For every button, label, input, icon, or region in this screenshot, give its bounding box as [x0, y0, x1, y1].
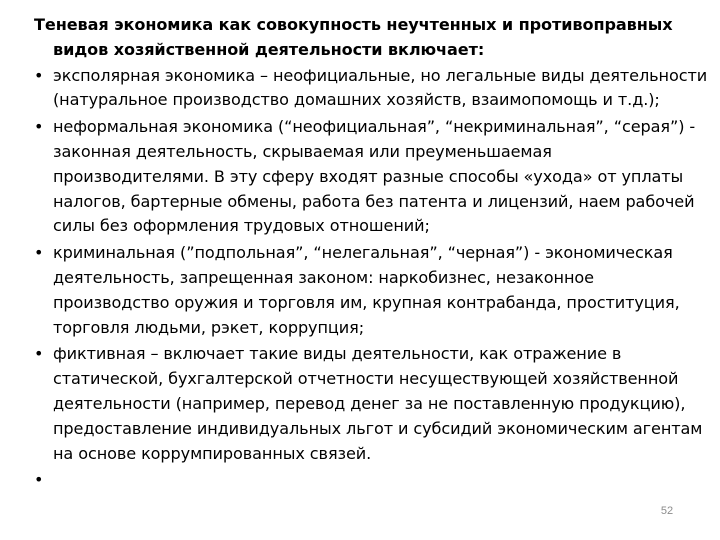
bullet-item: [34, 64, 710, 114]
bullet-text: неформальная экономика (“неофициальная”, “некриминальная”, “серая”) - законная деятельность, скрываемая или преуменьшаемая производителями. В эту сферу входят разные способы «ухода» от уплаты налогов, бартерные обмены, работа без патента и лицензий, наем рабочей силы без оформления трудовых отношений;: [53, 117, 696, 236]
bullet-marker: •: [34, 344, 44, 364]
bullet-text: фиктивная – включает такие виды деятельности, как отражение в статической, бухгалтерской отчетности несуществующей хозяйственной деятельности (например, перевод денег за не поставленную продукцию), предоставление индивидуальных льгот и субсидий экономическим агентам на основе коррумпированных связей.: [53, 344, 703, 463]
bullet-item: [34, 342, 710, 466]
bullet-marker: •: [34, 243, 44, 263]
bullet-list: [34, 64, 710, 494]
bullet-item-empty: [34, 468, 710, 493]
bullet-text: эксполярная экономика – неофициальные, но легальные виды деятельности (натуральное производство домашних хозяйств, взаимопомощь и т.д.);: [53, 65, 708, 110]
slide-content: [34, 13, 710, 495]
bullet-item: [34, 115, 710, 239]
bullet-text: [53, 470, 58, 489]
bullet-text: криминальная (”подпольная”, “нелегальная”, “черная”) - экономическая деятельность, запрещенная законом: наркобизнес, незаконное производство оружия и торговля им, крупная контрабанда, проституция, торговля людьми, рэкет, коррупция;: [53, 243, 680, 337]
bullet-marker: •: [34, 470, 44, 490]
bullet-marker: •: [34, 117, 44, 137]
bullet-item: [34, 241, 710, 340]
page-number: 52: [660, 505, 674, 517]
bullet-marker: •: [34, 65, 44, 85]
slide-heading: Теневая экономика как совокупность неучтенных и противоправных видов хозяйственной деятельности включает:: [34, 15, 673, 59]
